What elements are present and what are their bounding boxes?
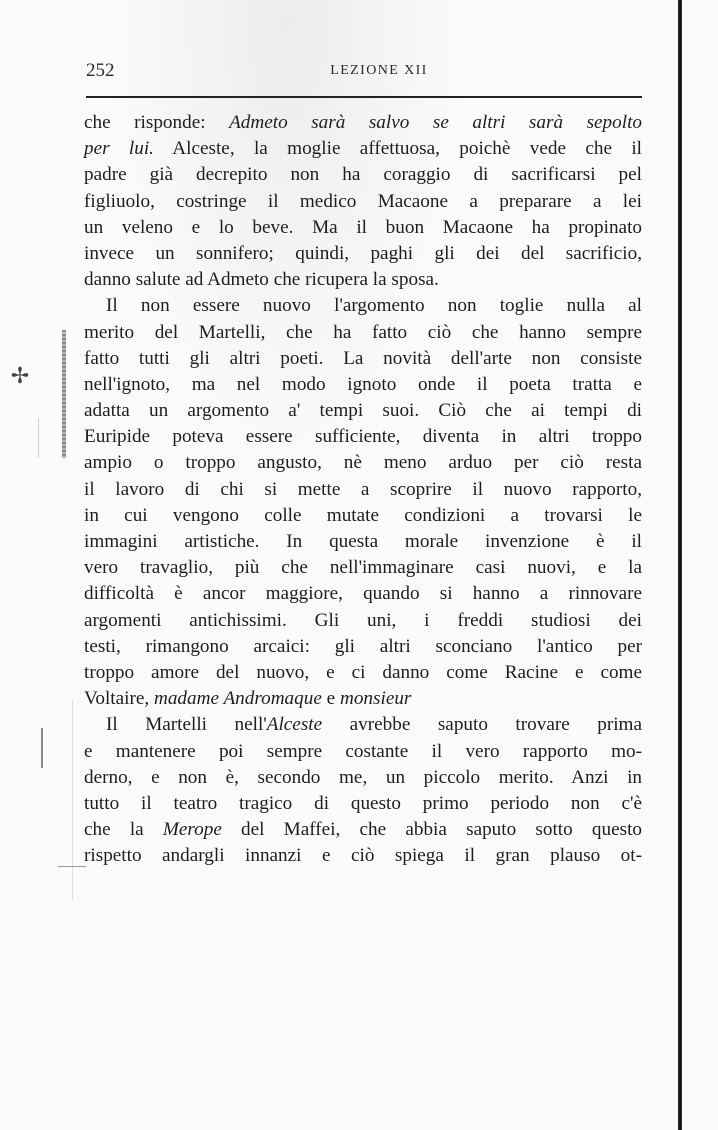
body-text xyxy=(84,110,642,869)
text-line xyxy=(84,686,642,712)
text-run: che risponde: xyxy=(84,112,230,133)
text-line xyxy=(84,162,642,188)
text-run: difficoltà è ancor maggiore, quando si hanno a rinnovare xyxy=(84,583,642,605)
text-run: fatto tutti gli altri poeti. La novità dell'arte non consiste xyxy=(84,347,642,369)
text-run: figliuolo, costringe il medico Macaone a preparare a lei xyxy=(84,190,642,212)
text-run: Euripide poteva essere sufficiente, diventa in altri troppo xyxy=(84,426,642,448)
text-line xyxy=(84,215,642,241)
text-run: merito del Martelli, che ha fatto ciò che hanno sempre xyxy=(84,321,642,343)
text-run: in cui vengono colle mutate condizioni a trovarsi le xyxy=(84,504,642,526)
text-line xyxy=(84,424,642,450)
text-line xyxy=(84,529,642,555)
page-number: 252 xyxy=(86,60,115,81)
header-rule xyxy=(86,96,642,98)
text-run: avrebbe saputo trovare prima xyxy=(322,714,642,736)
text-line xyxy=(84,660,642,686)
text-run: danno salute ad Admeto che ricupera la sposa. xyxy=(84,269,439,291)
text-line xyxy=(84,346,642,372)
italic-text: Merope xyxy=(162,819,222,841)
text-line xyxy=(84,791,642,817)
text-line xyxy=(84,843,642,869)
page-header xyxy=(86,60,642,88)
text-line xyxy=(84,320,642,346)
margin-annotation-icon: ✢ xyxy=(10,364,30,389)
text-line xyxy=(84,765,642,791)
text-run: testi, rimangono arcaici: gli altri sconciano l'antico per xyxy=(84,635,642,657)
text-run: vero travaglio, più che nell'immaginare casi nuovi, e la xyxy=(84,557,642,579)
text-line xyxy=(84,450,642,476)
text-line xyxy=(84,581,642,607)
text-run: del Maffei, che abbia saputo sotto questo xyxy=(221,819,642,841)
italic-text: per lui. xyxy=(84,138,154,160)
margin-tick-mark xyxy=(41,728,43,768)
italic-text: Admeto sarà salvo se altri sarà sepolto xyxy=(229,112,642,133)
text-run: e xyxy=(321,688,340,710)
text-line xyxy=(84,372,642,398)
text-line xyxy=(84,136,642,162)
text-run: Il non essere nuovo l'argomento non toglie nulla al xyxy=(106,295,642,317)
text-run: derno, e non è, secondo me, un piccolo merito. Anzi in xyxy=(84,766,642,788)
text-run: troppo amore del nuovo, e ci danno come Racine e come xyxy=(84,661,642,683)
text-run: nell'ignoto, ma nel modo ignoto onde il poeta tratta e xyxy=(84,373,642,395)
book-spine-edge xyxy=(678,0,682,1130)
text-line xyxy=(84,503,642,529)
margin-highlight-bar xyxy=(62,330,66,458)
text-run: tutto il teatro tragico di questo primo periodo non c'è xyxy=(84,792,642,814)
text-run: adatta un argomento a' tempi suoi. Ciò che ai tempi di xyxy=(84,400,642,422)
text-line xyxy=(84,267,642,293)
text-line xyxy=(84,817,642,843)
text-run: il lavoro di chi si mette a scoprire il nuovo rapporto, xyxy=(84,478,642,500)
text-line xyxy=(84,398,642,424)
text-run: ampio o troppo angusto, nè meno arduo per ciò resta xyxy=(84,452,642,474)
text-run: Alceste, la moglie affettuosa, poichè vede che il xyxy=(153,138,642,160)
margin-faint-line xyxy=(72,700,73,900)
text-line xyxy=(84,608,642,634)
text-run: immagini artistiche. In questa morale invenzione è il xyxy=(84,531,642,552)
text-line xyxy=(84,189,642,215)
text-run: padre già decrepito non ha coraggio di sacrificarsi pel xyxy=(84,164,642,186)
text-run: Voltaire, xyxy=(84,688,154,710)
text-line xyxy=(84,634,642,660)
margin-pencil-mark xyxy=(38,418,39,458)
italic-text: monsieur xyxy=(339,688,412,710)
text-line xyxy=(84,110,642,136)
text-run: Il Martelli nell' xyxy=(106,714,267,736)
text-line xyxy=(84,712,642,738)
italic-text: Alceste xyxy=(266,714,323,736)
text-line xyxy=(84,739,642,765)
text-run: argomenti antichissimi. Gli uni, i freddi studiosi dei xyxy=(84,609,642,631)
running-head: LEZIONE XII xyxy=(330,63,428,78)
italic-text: madame Andromaque xyxy=(153,688,322,710)
margin-pointer-mark xyxy=(58,866,86,867)
text-line xyxy=(84,477,642,503)
text-line xyxy=(84,241,642,267)
text-run: che la xyxy=(84,819,163,841)
text-run: rispetto andargli innanzi e ciò spiega il gran plauso ot- xyxy=(84,845,642,867)
text-run: un veleno e lo beve. Ma il buon Macaone ha propinato xyxy=(84,216,642,238)
text-line xyxy=(84,555,642,581)
text-line xyxy=(84,293,642,319)
text-run: invece un sonnifero; quindi, paghi gli dei del sacrificio, xyxy=(84,242,642,264)
text-run: e mantenere poi sempre costante il vero rapporto mo- xyxy=(84,740,642,762)
